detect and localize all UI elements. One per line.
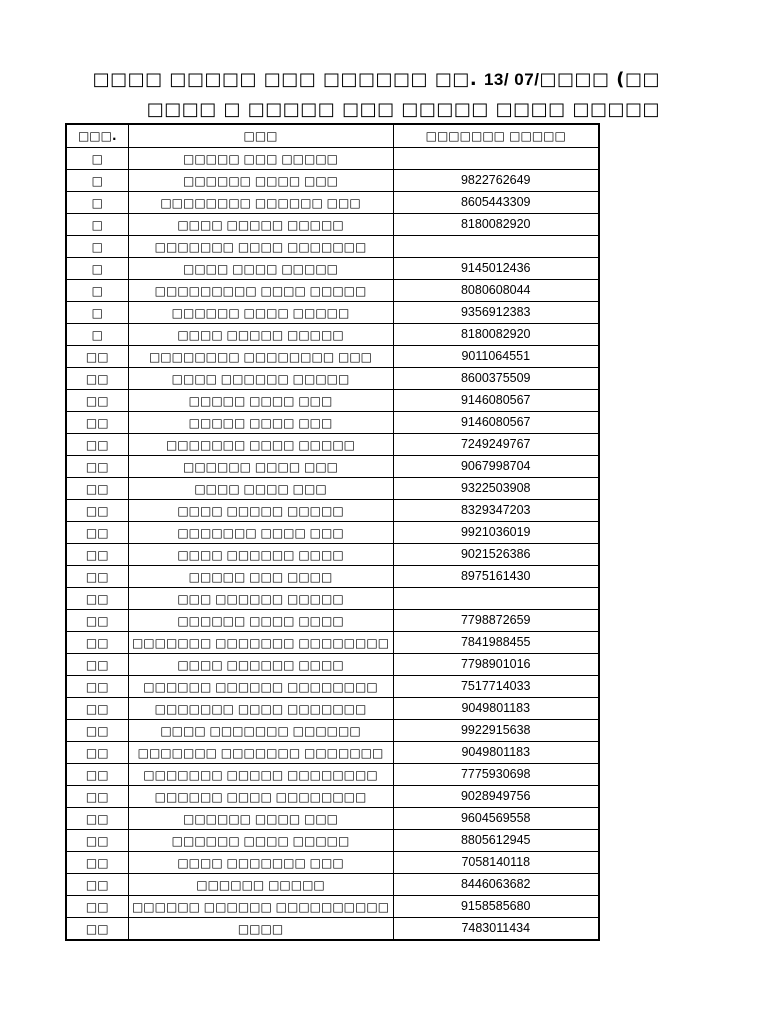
- phone-cell: 9049801183: [393, 742, 599, 764]
- table-row: [66, 170, 599, 192]
- phone-cell: 9604569558: [393, 808, 599, 830]
- table-row: [66, 566, 599, 588]
- phone-cell: 9146080567: [393, 390, 599, 412]
- name-cell: □□□□□ □□□□ □□□: [128, 412, 393, 434]
- phone-cell: [393, 148, 599, 170]
- name-cell: □□□□ □□□□□□□ □□□: [128, 852, 393, 874]
- name-cell: □□□□□□ □□□□□□ □□□□□□□□□□: [128, 896, 393, 918]
- phone-cell: 8975161430: [393, 566, 599, 588]
- table-row: [66, 830, 599, 852]
- phone-cell: 7798901016: [393, 654, 599, 676]
- table-row: [66, 610, 599, 632]
- serial-cell: □□: [66, 720, 128, 742]
- name-cell: □□□□ □□□□□ □□□□□: [128, 324, 393, 346]
- phone-cell: 9067998704: [393, 456, 599, 478]
- table-row: [66, 544, 599, 566]
- phone-cell: 7483011434: [393, 918, 599, 941]
- serial-cell: □□: [66, 390, 128, 412]
- phone-cell: 9158585680: [393, 896, 599, 918]
- table-row: [66, 852, 599, 874]
- name-cell: □□□□□□ □□□□ □□□□□□□□: [128, 786, 393, 808]
- phone-cell: 7775930698: [393, 764, 599, 786]
- table-row: [66, 808, 599, 830]
- serial-cell: □□: [66, 830, 128, 852]
- table-row: [66, 346, 599, 368]
- table-row: [66, 874, 599, 896]
- table-row: [66, 654, 599, 676]
- table-row: [66, 764, 599, 786]
- phone-cell: 9356912383: [393, 302, 599, 324]
- table-row: [66, 918, 599, 941]
- name-cell: □□□□ □□□□□□ □□□□□: [128, 368, 393, 390]
- name-cell: □□□□□□□ □□□□ □□□: [128, 522, 393, 544]
- name-cell: □□□□□□ □□□□ □□□: [128, 170, 393, 192]
- table-row: [66, 478, 599, 500]
- name-cell: □□□□□□ □□□□ □□□□□: [128, 302, 393, 324]
- serial-cell: □□: [66, 478, 128, 500]
- serial-cell: □□: [66, 698, 128, 720]
- serial-cell: □□: [66, 896, 128, 918]
- title-line-1-date: 13/ 07/: [483, 70, 540, 89]
- contact-table: [65, 123, 600, 941]
- phone-cell: 9011064551: [393, 346, 599, 368]
- table-header-row: [66, 124, 599, 148]
- phone-cell: 7058140118: [393, 852, 599, 874]
- table-row: [66, 742, 599, 764]
- name-cell: □□□□: [128, 918, 393, 941]
- table-row: [66, 588, 599, 610]
- name-cell: □□□□ □□□□□□ □□□□: [128, 654, 393, 676]
- serial-cell: □□: [66, 786, 128, 808]
- phone-cell: 9146080567: [393, 412, 599, 434]
- name-cell: □□□□□ □□□□ □□□: [128, 390, 393, 412]
- name-cell: □□□□□□ □□□□ □□□: [128, 456, 393, 478]
- serial-cell: □: [66, 214, 128, 236]
- name-cell: □□□□□□□□ □□□□□□ □□□: [128, 192, 393, 214]
- table-row: [66, 148, 599, 170]
- name-cell: □□□□□□ □□□□ □□□□□: [128, 830, 393, 852]
- table-body: [66, 148, 599, 941]
- name-cell: □□□□□□□ □□□□□ □□□□□□□□: [128, 764, 393, 786]
- name-cell: □□□□ □□□□□□ □□□□: [128, 544, 393, 566]
- serial-cell: □□: [66, 566, 128, 588]
- table-row: [66, 324, 599, 346]
- table-row: [66, 500, 599, 522]
- serial-cell: □□: [66, 434, 128, 456]
- serial-cell: □: [66, 324, 128, 346]
- phone-cell: 7798872659: [393, 610, 599, 632]
- serial-cell: □: [66, 192, 128, 214]
- name-cell: □□□□□□□□□ □□□□ □□□□□: [128, 280, 393, 302]
- header-name: □□□: [128, 124, 393, 148]
- phone-cell: 9922915638: [393, 720, 599, 742]
- serial-cell: □□: [66, 368, 128, 390]
- phone-cell: 9921036019: [393, 522, 599, 544]
- table-row: [66, 368, 599, 390]
- title-line-1-text-b: □□□□ (□□: [539, 69, 660, 90]
- name-cell: □□□□□□□ □□□□□□□ □□□□□□□□: [128, 632, 393, 654]
- phone-cell: 8605443309: [393, 192, 599, 214]
- phone-cell: 8329347203: [393, 500, 599, 522]
- table-row: [66, 698, 599, 720]
- name-cell: □□□□ □□□□□□□ □□□□□□: [128, 720, 393, 742]
- serial-cell: □□: [66, 874, 128, 896]
- phone-cell: 8805612945: [393, 830, 599, 852]
- name-cell: □□□□ □□□□ □□□□□: [128, 258, 393, 280]
- table-row: [66, 236, 599, 258]
- phone-cell: 9028949756: [393, 786, 599, 808]
- name-cell: □□□□□□□ □□□□□□□ □□□□□□□: [128, 742, 393, 764]
- name-cell: □□□□ □□□□ □□□: [128, 478, 393, 500]
- name-cell: □□□□ □□□□□ □□□□□: [128, 214, 393, 236]
- serial-cell: □: [66, 170, 128, 192]
- phone-cell: 8180082920: [393, 214, 599, 236]
- name-cell: □□□□□□ □□□□□□ □□□□□□□□: [128, 676, 393, 698]
- document-title-line-2: □□□□ □ □□□□□ □□□ □□□□□ □□□□ □□□□□: [146, 99, 660, 120]
- table-row: [66, 676, 599, 698]
- serial-cell: □□: [66, 918, 128, 941]
- name-cell: □□□□□ □□□ □□□□: [128, 566, 393, 588]
- phone-cell: 8446063682: [393, 874, 599, 896]
- phone-cell: 9822762649: [393, 170, 599, 192]
- serial-cell: □□: [66, 588, 128, 610]
- serial-cell: □□: [66, 764, 128, 786]
- phone-cell: 9322503908: [393, 478, 599, 500]
- name-cell: □□□□□ □□□ □□□□□: [128, 148, 393, 170]
- name-cell: □□□□□□□ □□□□ □□□□□□□: [128, 236, 393, 258]
- table-row: [66, 720, 599, 742]
- serial-cell: □□: [66, 742, 128, 764]
- table-row: [66, 214, 599, 236]
- serial-cell: □□: [66, 456, 128, 478]
- serial-cell: □□: [66, 654, 128, 676]
- serial-cell: □□: [66, 632, 128, 654]
- serial-cell: □: [66, 258, 128, 280]
- document-title-line-1: [93, 69, 660, 90]
- table-row: [66, 786, 599, 808]
- name-cell: □□□□□□ □□□□□: [128, 874, 393, 896]
- phone-cell: 8080608044: [393, 280, 599, 302]
- phone-cell: 7517714033: [393, 676, 599, 698]
- serial-cell: □□: [66, 676, 128, 698]
- table-row: [66, 192, 599, 214]
- phone-cell: 8180082920: [393, 324, 599, 346]
- serial-cell: □□: [66, 500, 128, 522]
- table-row: [66, 280, 599, 302]
- phone-cell: 7249249767: [393, 434, 599, 456]
- serial-cell: □□: [66, 610, 128, 632]
- name-cell: □□□□□□ □□□□ □□□: [128, 808, 393, 830]
- phone-cell: 9049801183: [393, 698, 599, 720]
- title-line-1-text-a: □□□□ □□□□□ □□□ □□□□□□ □□.: [92, 69, 484, 90]
- phone-cell: 9021526386: [393, 544, 599, 566]
- table-row: [66, 302, 599, 324]
- serial-cell: □□: [66, 808, 128, 830]
- serial-cell: □□: [66, 522, 128, 544]
- table-row: [66, 896, 599, 918]
- header-phone: □□□□□□□ □□□□□: [393, 124, 599, 148]
- table-row: [66, 258, 599, 280]
- serial-cell: □□: [66, 346, 128, 368]
- serial-cell: □□: [66, 544, 128, 566]
- phone-cell: 9145012436: [393, 258, 599, 280]
- name-cell: □□□□□□□ □□□□ □□□□□: [128, 434, 393, 456]
- table-row: [66, 632, 599, 654]
- table-row: [66, 522, 599, 544]
- serial-cell: □: [66, 236, 128, 258]
- name-cell: □□□□ □□□□□ □□□□□: [128, 500, 393, 522]
- serial-cell: □: [66, 148, 128, 170]
- phone-cell: 8600375509: [393, 368, 599, 390]
- phone-cell: [393, 236, 599, 258]
- phone-cell: 7841988455: [393, 632, 599, 654]
- serial-cell: □□: [66, 412, 128, 434]
- name-cell: □□□□□□□ □□□□ □□□□□□□: [128, 698, 393, 720]
- serial-cell: □: [66, 302, 128, 324]
- table-row: [66, 412, 599, 434]
- header-serial: □□□.: [66, 124, 128, 148]
- table-row: [66, 434, 599, 456]
- serial-cell: □□: [66, 852, 128, 874]
- name-cell: □□□□□□□□ □□□□□□□□ □□□: [128, 346, 393, 368]
- phone-cell: [393, 588, 599, 610]
- serial-cell: □: [66, 280, 128, 302]
- name-cell: □□□□□□ □□□□ □□□□: [128, 610, 393, 632]
- table-row: [66, 456, 599, 478]
- name-cell: □□□ □□□□□□ □□□□□: [128, 588, 393, 610]
- table-row: [66, 390, 599, 412]
